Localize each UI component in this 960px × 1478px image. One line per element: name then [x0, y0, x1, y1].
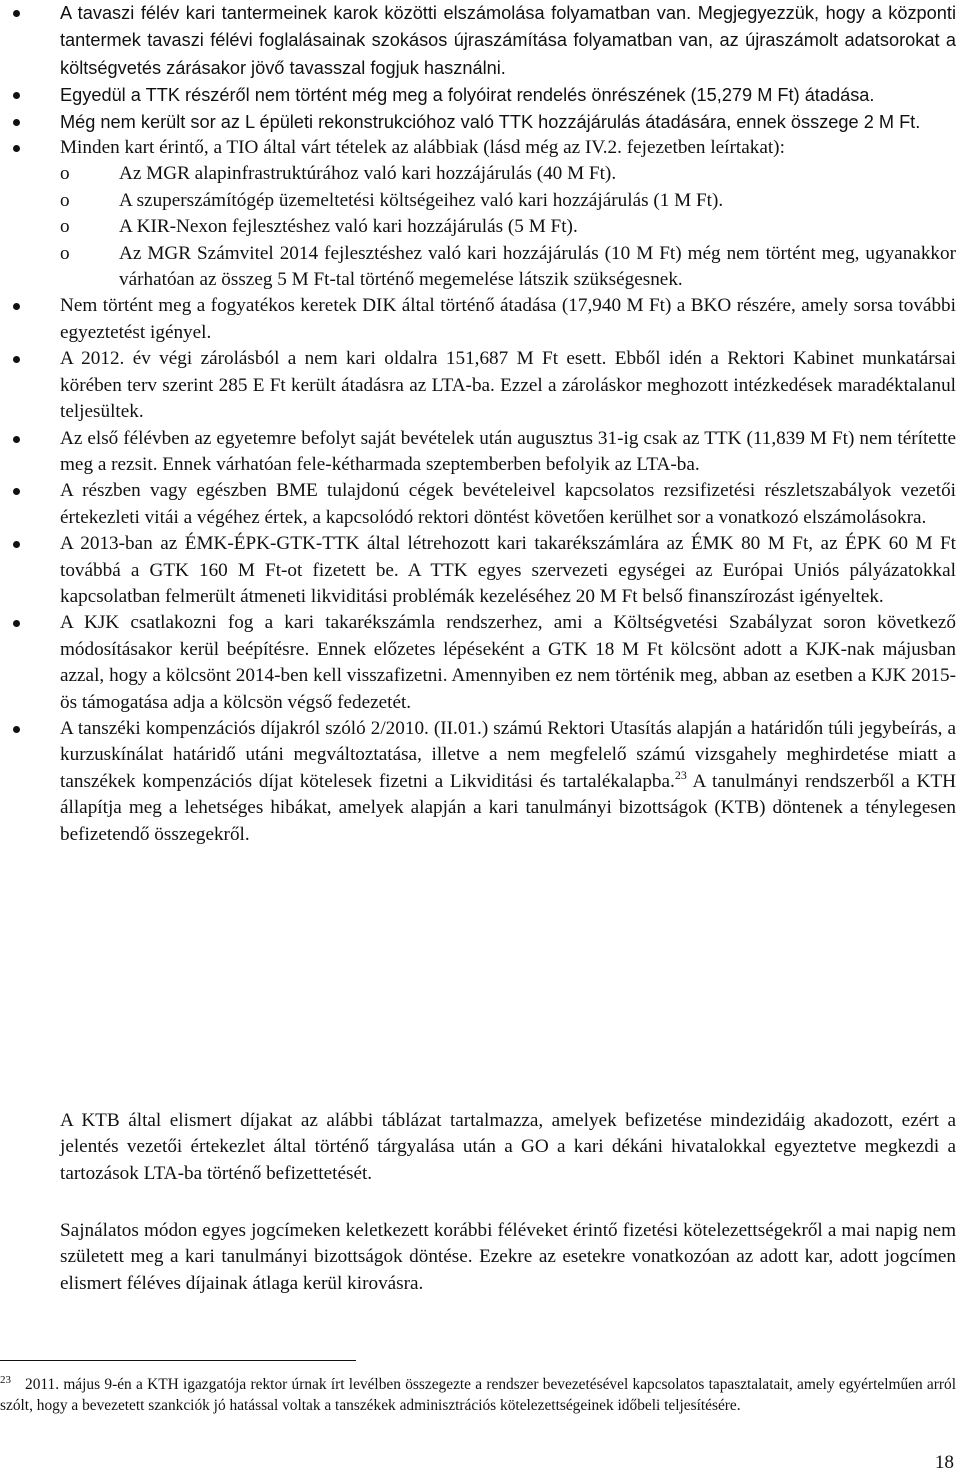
page-number: 18 [934, 1452, 954, 1473]
footnote [0, 1375, 956, 1416]
body-paragraph: A KTB által elismert díjakat az alábbi táblázat tartalmazza, amelyek befizetése mindezidáig akadozott, ezért a jelentés vezetői értekezlet által történő tárgyalása után a GO a kari dékáni hivatalokkal egyeztetve megkezdi a tartozások LTA-ba történő befizettetését. [60, 1110, 956, 1184]
sub-item-text: A szuperszámítógép üzemeltetési költségeihez való kari hozzájárulás (1 M Ft). [119, 189, 724, 211]
list-item [0, 716, 960, 848]
list-item [0, 478, 960, 531]
list-item [0, 610, 960, 716]
bullet-icon [13, 541, 20, 548]
list-item-text-cont: A tanulmányi rendszerből a KTH állapítja meg a lehetséges hibákat, amelyek alapján a kari tanulmányi bizottságok (KTB) döntenek a ténylegesen befizetendő összegekről. [60, 770, 956, 845]
list-item-text: A tavaszi félév kari tantermeinek karok közötti elszámolása folyamatban van. Megjegyezzük, hogy a központi tantermek tavaszi félévi foglalásainak szokásos újraszámítása folyamatban van, az újraszámolt adatsorokat a költségvetés zárásakor jövő tavasszal fogjuk használni. [60, 3, 956, 78]
bullet-icon [13, 145, 20, 152]
sub-list-item [0, 214, 960, 240]
bullet-icon [13, 488, 20, 495]
list-item [0, 82, 960, 108]
list-item [0, 0, 960, 82]
list-item [0, 531, 960, 610]
list-item [0, 346, 960, 425]
list-item-text: A részben vagy egészben BME tulajdonú cégek bevételeivel kapcsolatos rezsifizetési részletszabályok vezetői értekezleti vitái a végéhez értek, a kapcsolódó rektori döntést követően kerülhet sor a vonatkozó elszámolásokra. [60, 480, 956, 528]
sub-item-text: Az MGR Számvitel 2014 fejlesztéshez való kari hozzájárulás (10 M Ft) még nem történt meg, ugyanakkor várhatóan az összeg 5 M Ft-tal történő megemelése látszik szükségesnek. [119, 242, 956, 291]
list-item-text: Minden kart érintő, a TIO által várt tételek az alábbiak (lásd még az IV.2. fejezetben leírtakat): [60, 137, 785, 159]
footnote-separator [0, 1360, 356, 1361]
list-item-text: Az első félévben az egyetemre befolyt saját bevételek után augusztus 31-ig csak az TTK (11,839 M Ft) nem térítette meg a rezsit. Ennek várhatóan fele-kétharmada szeptemberben befolyik az LTA-ba. [60, 427, 956, 475]
sub-marker: o [60, 163, 70, 185]
bullet-icon [13, 92, 20, 99]
bullet-icon [13, 726, 20, 733]
list-item-text: A KJK csatlakozni fog a kari takarékszámla rendszerhez, ami a Költségvetési Szabályzat soron következő módosításakor kerül beépítésre. Ennek előzetes lépéseként a GTK 18 M Ft kölcsönt adott a KJK-nak májusban azzal, hogy a kölcsönt 2014-ben kell visszafizetni. Amennyiben ez nem történik meg, abban az esetben a KJK 2015-ös támogatása adja a kölcsön végső fedezetét. [60, 612, 956, 713]
list-item-text: A tanszéki kompenzációs díjakról szóló 2/2010. (II.01.) számú Rektori Utasítás alapján a határidőn túli jegybeírás, a kurzuskínálat határidő utáni megváltoztatása, illetve a nem megfelelő számú vizsgahely meghirdetése miatt a tanszékek kompenzációs díjat kötelesek fizetni a Likviditási és tartalékalapba. [60, 717, 956, 792]
footnote-number: 23 [0, 1374, 11, 1386]
body-paragraph: Sajnálatos módon egyes jogcímeken keletkezett korábbi féléveket érintő fizetési kötelezettségekről a mai napig nem született meg a kari tanulmányi bizottságok döntése. Ezekre az esetekre vonatkozóan az adott kar, adott jogcímen elismert féléves díjainak átlaga kerül kirovásra. [60, 1220, 956, 1294]
bullet-icon [13, 436, 20, 443]
bullet-icon [13, 119, 20, 126]
list-item [0, 426, 960, 479]
sub-list-item [0, 188, 960, 214]
bullet-icon [13, 620, 20, 627]
list-item [0, 109, 960, 135]
bullet-icon [13, 303, 20, 310]
sub-marker: o [60, 216, 70, 238]
bullet-icon [13, 10, 20, 17]
list-item [0, 135, 960, 161]
list-item-text: Még nem került sor az L épületi rekonstrukcióhoz való TTK hozzájárulás átadására, ennek összege 2 M Ft. [60, 111, 921, 132]
list-item-text: Nem történt meg a fogyatékos keretek DIK által történő átadása (17,940 M Ft) a BKO részére, amely sorsa további egyeztetést igényel. [60, 295, 956, 343]
bullet-icon [13, 356, 20, 363]
list-item-text: A 2012. év végi zárolásból a nem kari oldalra 151,687 M Ft esett. Ebből idén a Rektori Kabinet munkatársai körében terv szerint 285 E Ft került átadásra az LTA-ba. Ezzel a zároláskor meghozott intézkedések maradéktalanul teljesültek. [60, 348, 956, 423]
footnote-text: 2011. május 9-én a KTH igazgatója rektor úrnak írt levélben összegezte a rendszer bevezetésével kapcsolatos tapasztalatait, amely egyértelműen arról szólt, hogy a bevezetett szankciók jó hatással voltak a tanszékek adminisztrációs kötelezettségeinek időbeli teljesítésére. [0, 1376, 956, 1414]
sub-item-text: Az MGR alapinfrastruktúrához való kari hozzájárulás (40 M Ft). [119, 163, 617, 185]
sub-marker: o [60, 189, 70, 211]
list-item [0, 293, 960, 346]
list-item-text: Egyedül a TTK részéről nem történt még meg a folyóirat rendelés önrészének (15,279 M Ft) átadása. [60, 85, 875, 106]
sub-list-item [0, 241, 960, 294]
sub-list-item [0, 161, 960, 187]
list-item-text: A 2013-ban az ÉMK-ÉPK-GTK-TTK által létrehozott kari takarékszámlára az ÉMK 80 M Ft, az ÉPK 60 M Ft továbbá a GTK 160 M Ft-ot fizetett be. A TTK egyes szervezeti egységei az Európai Uniós pályázatokkal kapcsolatban felmerült átmeneti likviditási problémák kezeléséhez 20 M Ft belső finanszírozást igényeltek. [60, 533, 956, 607]
footnote-reference[interactable]: 23 [674, 767, 687, 782]
sub-item-text: A KIR-Nexon fejlesztéshez való kari hozzájárulás (5 M Ft). [119, 216, 578, 238]
sub-marker: o [60, 242, 70, 264]
